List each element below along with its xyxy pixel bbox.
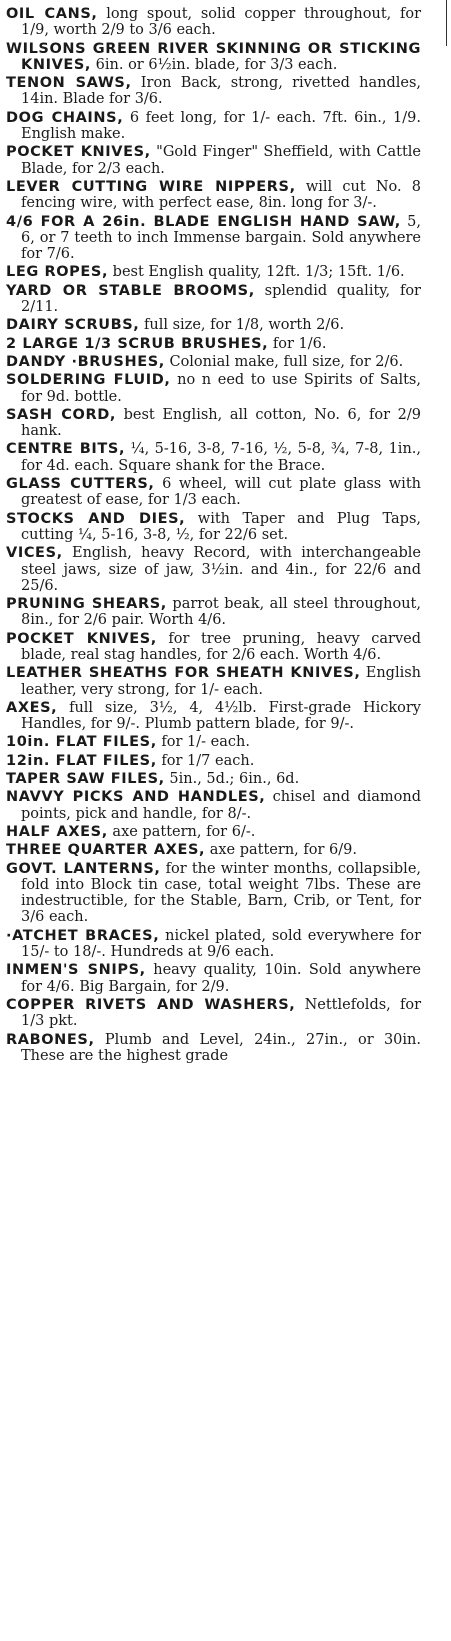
entry-description: full size, for 1/8, worth 2/6. xyxy=(139,317,345,334)
catalogue-entry xyxy=(6,665,421,698)
catalogue-entry xyxy=(6,41,421,74)
entry-heading: POCKET KNIVES, xyxy=(6,630,157,647)
catalogue-entry xyxy=(6,407,421,440)
entry-heading: WILSONS GREEN RIVER SKINNING OR STICKING KNIVES, xyxy=(6,40,421,73)
entry-description: axe pattern, for 6/-. xyxy=(107,823,256,840)
entry-heading: TAPER SAW FILES, xyxy=(6,771,165,788)
entry-description: full size, 3½, 4, 4½lb. First-grade Hickory Handles, for 9/-. Plumb pattern blade, for 9/-. xyxy=(21,699,421,733)
entry-heading: DANDY ·BRUSHES, xyxy=(6,353,165,370)
catalogue-entry xyxy=(6,441,421,474)
catalogue-entry xyxy=(6,264,421,280)
entry-description: no n eed to use Spirits of Salts, for 9d. bottle. xyxy=(21,372,421,405)
column-rule xyxy=(446,0,448,46)
entry-heading: AXES, xyxy=(6,699,58,716)
catalogue-entry xyxy=(6,179,421,212)
catalogue-entry xyxy=(6,631,421,664)
entry-heading: CENTRE BITS, xyxy=(6,441,126,458)
entry-description: 5in., 5d.; 6in., 6d. xyxy=(164,771,300,788)
entry-description: Iron Back, strong, rivetted handles, 14in. Blade for 3/6. xyxy=(21,75,422,108)
entry-heading: GOVT. LANTERNS, xyxy=(6,860,161,877)
catalogue-entry xyxy=(6,6,421,39)
entry-heading: 12in. FLAT FILES, xyxy=(6,752,157,769)
entry-description: 6 feet long, for 1/- each. 7ft. 6in., 1/9. English make. xyxy=(21,109,421,143)
entry-description: 5, 6, or 7 teeth to inch Immense bargain. Sold anywhere for 7/6. xyxy=(21,213,421,263)
entry-heading: COPPER RIVETS AND WASHERS, xyxy=(6,996,296,1013)
catalogue-entry xyxy=(6,214,421,263)
catalogue-entry xyxy=(6,110,421,143)
entry-heading: HALF AXES, xyxy=(6,823,108,840)
entry-description: will cut No. 8 fencing wire, with perfect ease, 8in. long for 3/-. xyxy=(21,178,421,212)
entry-heading: VICES, xyxy=(6,545,63,562)
entry-heading: INMEN'S SNIPS, xyxy=(6,962,146,979)
catalogue-entry xyxy=(6,354,421,370)
entry-description: nickel plated, sold everywhere for 15/- to 18/-. Hundreds at 9/6 each. xyxy=(21,927,421,961)
entry-description: for the winter months, collapsible, fold into Block tin case, total weight 7lbs. These are indestructible, for the Stable, Barn, Crib, or Tent, for 3/6 each. xyxy=(21,860,422,926)
entry-description: 6 wheel, will cut plate glass with greatest of ease, for 1/3 each. xyxy=(21,476,421,509)
entry-heading: 10in. FLAT FILES, xyxy=(6,734,157,751)
entry-description: chisel and diamond points, pick and handle, for 8/-. xyxy=(21,789,421,822)
entry-description: axe pattern, for 6/9. xyxy=(205,842,357,859)
catalogue-entry xyxy=(6,283,421,316)
entry-description: with Taper and Plug Taps, cutting ¼, 5-16, 3-8, ½, for 22/6 set. xyxy=(21,510,421,543)
entry-heading: SOLDERING FLUID, xyxy=(6,372,171,389)
entry-description: splendid quality, for 2/11. xyxy=(21,282,421,316)
entry-description: long spout, solid copper throughout, for 1/9, worth 2/9 to 3/6 each. xyxy=(21,6,422,39)
catalogue-entry xyxy=(6,545,421,594)
entry-heading: OIL CANS, xyxy=(6,6,98,22)
entry-heading: TENON SAWS, xyxy=(6,75,132,92)
catalogue-entry xyxy=(6,144,421,177)
catalogue-entry xyxy=(6,842,421,858)
entry-description: Plumb and Level, 24in., 27in., or 30in. These are the highest grade xyxy=(21,1031,421,1064)
entry-heading: SASH CORD, xyxy=(6,406,116,423)
catalogue-entry xyxy=(6,824,421,840)
catalogue-entry xyxy=(6,997,421,1030)
entry-heading: STOCKS AND DIES, xyxy=(6,510,186,527)
entry-description: 6in. or 6½in. blade, for 3/3 each. xyxy=(91,56,338,73)
entry-description: for 1/- each. xyxy=(156,734,250,751)
catalogue-entry xyxy=(6,928,421,961)
entry-heading: POCKET KNIVES, xyxy=(6,144,151,161)
entry-description: best English, all cotton, No. 6, for 2/9 hank. xyxy=(21,406,421,440)
entry-heading: LEATHER SHEATHS FOR SHEATH KNIVES, xyxy=(6,665,361,682)
entry-heading: YARD OR STABLE BROOMS, xyxy=(6,282,255,299)
catalogue-entry xyxy=(6,700,421,733)
catalogue-entry xyxy=(6,511,421,544)
entry-heading: NAVVY PICKS AND HANDLES, xyxy=(6,789,266,806)
entry-heading: PRUNING SHEARS, xyxy=(6,596,167,613)
entry-description: "Gold Finger" Sheffield, with Cattle Blade, for 2/3 each. xyxy=(21,144,422,177)
catalogue-entry xyxy=(6,372,421,405)
catalogue-entry xyxy=(6,317,421,333)
entry-heading: LEVER CUTTING WIRE NIPPERS, xyxy=(6,178,296,195)
catalogue-column xyxy=(6,6,421,1066)
catalogue-entry xyxy=(6,596,421,629)
entry-description: for 1/6. xyxy=(268,335,327,352)
catalogue-entry xyxy=(6,1032,421,1065)
catalogue-entry xyxy=(6,789,421,822)
entry-description: for tree pruning, heavy carved blade, real stag handles, for 2/6 each. Worth 4/6. xyxy=(21,630,421,663)
catalogue-entry xyxy=(6,753,421,769)
catalogue-entry xyxy=(6,336,421,352)
entry-description: Colonial make, full size, for 2/6. xyxy=(164,353,404,370)
catalogue-entry xyxy=(6,734,421,750)
entry-description: Nettlefolds, for 1/3 pkt. xyxy=(21,996,421,1030)
catalogue-entry xyxy=(6,962,421,995)
entry-description: parrot beak, all steel throughout, 8in., for 2/6 pair. Worth 4/6. xyxy=(21,596,421,629)
entry-heading: THREE QUARTER AXES, xyxy=(6,842,206,859)
entry-heading: 2 LARGE 1/3 SCRUB BRUSHES, xyxy=(6,335,269,352)
entry-heading: DOG CHAINS, xyxy=(6,109,124,126)
entry-heading: 4/6 FOR A 26in. BLADE ENGLISH HAND SAW, xyxy=(6,213,401,230)
entry-heading: DAIRY SCRUBS, xyxy=(6,317,140,334)
entry-heading: GLASS CUTTERS, xyxy=(6,476,155,493)
catalogue-entry xyxy=(6,771,421,787)
entry-description: English leather, very strong, for 1/- each. xyxy=(21,665,421,698)
catalogue-entry xyxy=(6,861,421,926)
entry-heading: RABONES, xyxy=(6,1031,95,1048)
entry-heading: ·ATCHET BRACES, xyxy=(6,927,160,944)
entry-description: best English quality, 12ft. 1/3; 15ft. 1/6. xyxy=(108,264,405,281)
entry-heading: LEG ROPES, xyxy=(6,264,109,281)
entry-description: ¼, 5-16, 3-8, 7-16, ½, 5-8, ¾, 7-8, 1in., for 4d. each. Square shank for the Brace. xyxy=(21,441,422,474)
catalogue-entry xyxy=(6,476,421,509)
entry-description: English, heavy Record, with interchangeable steel jaws, size of jaw, 3½in. and 4in., for 22/6 and 25/6. xyxy=(21,545,421,594)
entry-description: for 1/7 each. xyxy=(156,752,255,769)
catalogue-entry xyxy=(6,75,421,108)
entry-description: heavy quality, 10in. Sold anywhere for 4/6. Big Bargain, for 2/9. xyxy=(21,962,422,995)
